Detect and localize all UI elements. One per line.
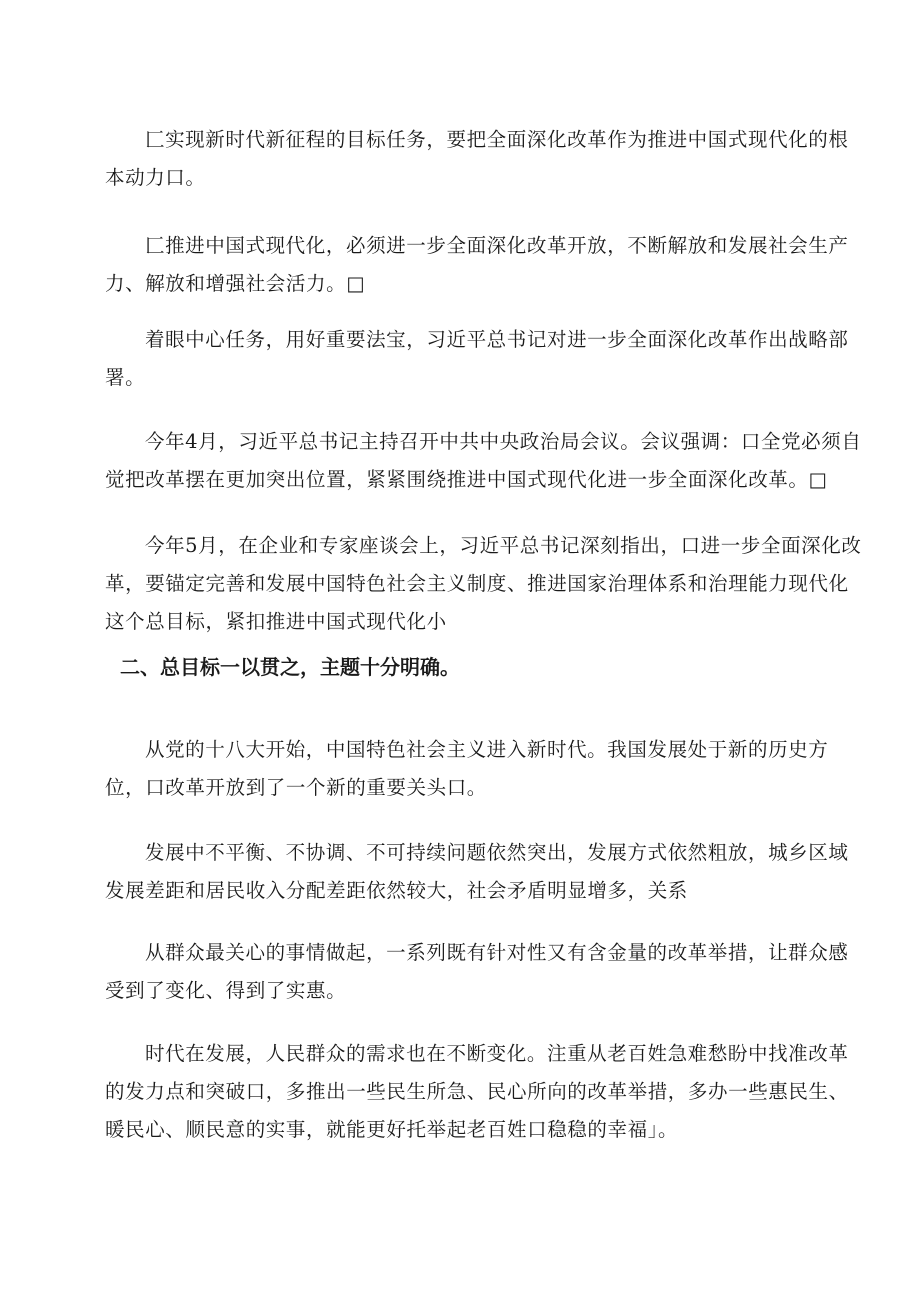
paragraph-5: 今年5月，在企业和专家座谈会上，习近平总书记深刻指出，口进一步全面深化改革，要锚定完善和发展中国特色社会主义制度、推进国家治理体系和治理能力现代化这个总目标，紧扣推进中国式现代化小 — [105, 534, 862, 633]
section-heading: 二、总目标一以贯之，主题十分明确。 — [120, 655, 460, 679]
paragraph-3: 着眼中心任务，用好重要法宝，习近平总书记对进一步全面深化改革作出战略部署。 — [105, 328, 849, 389]
paragraph-9: 时代在发展，人民群众的需求也在不断变化。注重从老百姓急难愁盼中找准改革的发力点和突破口，多推出一些民生所急、民心所向的改革举措，多办一些惠民生、暖民心、顺民意的实事，就能更好托举起老百姓口稳稳的幸福」。 — [105, 1042, 849, 1141]
paragraph-4: 今年4月，习近平总书记主持召开中共中央政治局会议。会议强调：口全党必须自觉把改革摆在更加突出位置，紧紧围绕推进中国式现代化进一步全面深化改革。□ — [105, 430, 862, 491]
paragraph-2: 匚推进中国式现代化，必须进一步全面深化改革开放，不断解放和发展社会生产力、解放和增强社会活力。□ — [105, 234, 849, 295]
paragraph-7: 发展中不平衡、不协调、不可持续问题依然突出，发展方式依然粗放，城乡区域发展差距和居民收入分配差距依然较大，社会矛盾明显增多，关系 — [105, 841, 849, 902]
paragraph-6: 从党的十八大开始，中国特色社会主义进入新时代。我国发展处于新的历史方位，口改革开放到了一个新的重要关头口。 — [105, 738, 829, 799]
paragraph-8: 从群众最关心的事情做起，一系列既有针对性又有含金量的改革举措，让群众感受到了变化、得到了实惠。 — [105, 941, 849, 1002]
paragraph-1: 匚实现新时代新征程的目标任务，要把全面深化改革作为推进中国式现代化的根本动力口。 — [105, 128, 849, 189]
